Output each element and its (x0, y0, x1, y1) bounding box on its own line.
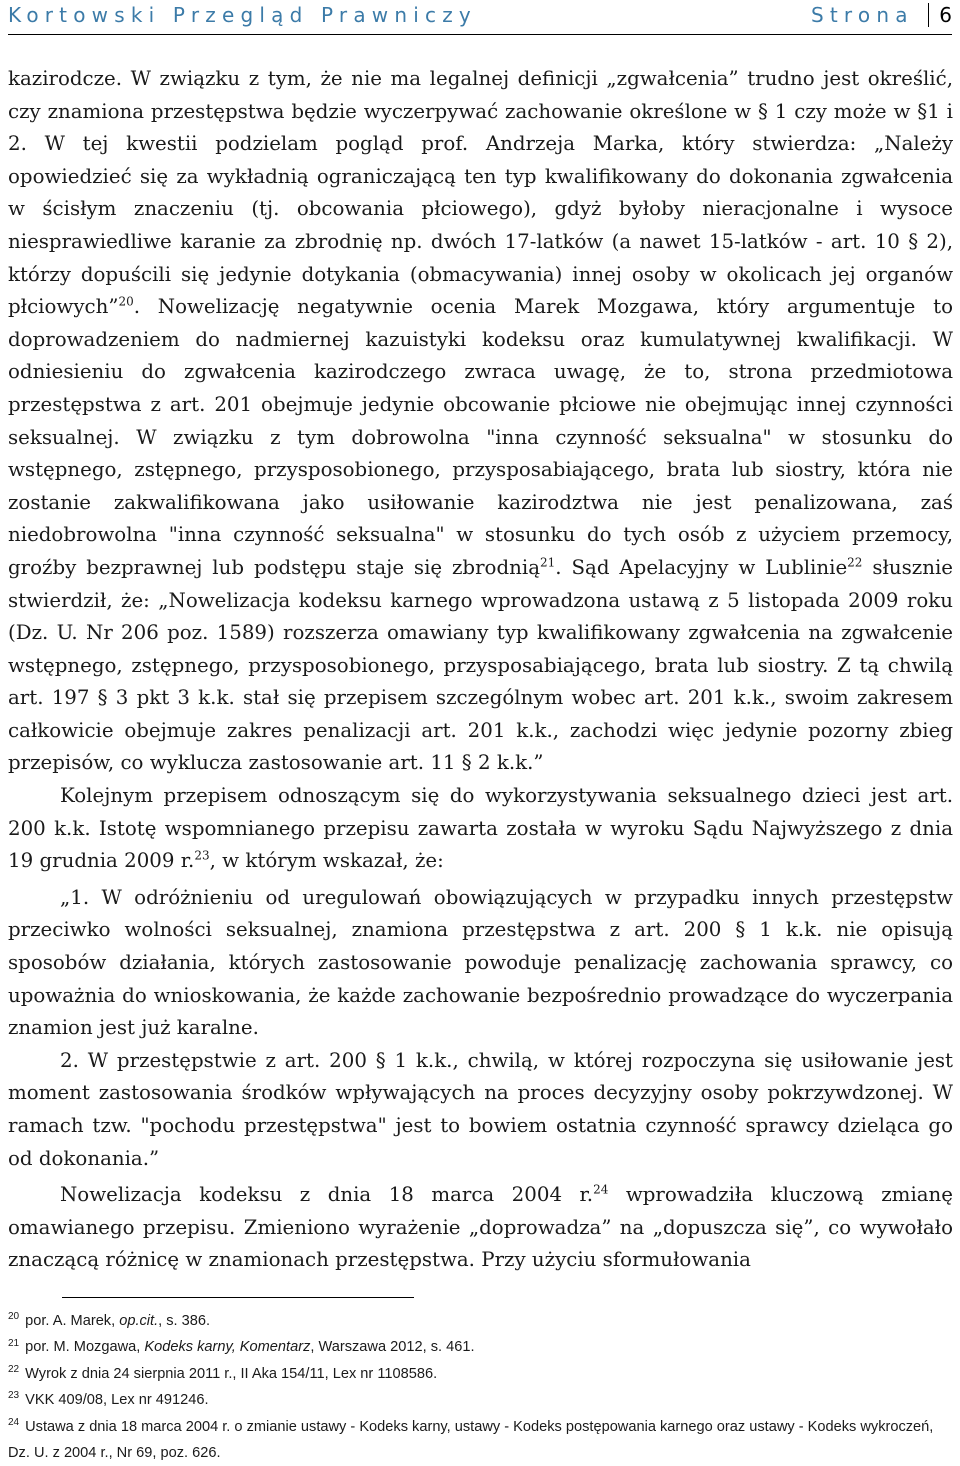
footnotes (8, 1308, 953, 1466)
page-indicator (811, 3, 952, 27)
footnote-italic: Kodeks karny, Komentarz (144, 1339, 311, 1356)
text-run: . Nowelizację negatywnie ocenia Marek Mozgawa, który argumentuje to doprowadzeniem do nadmiernej kazuistyki kodeksu oraz kumulatywnej kwalifikacji. W odniesieniu do zgwałcenia kazirodczego zwraca uwagę, że to, strona przedmiotowa przestępstwa z art. 201 obejmuje jedynie obcowanie płciowe nie obejmując innej czynności seksualnej. W związku z tym dobrowolna "inna czynność seksualna" w stosunku do wstępnego, zstępnego, przysposobionego, przysposabiającego, brata lub siostry, która nie zostanie zakwalifikowana jako usiłowanie kazirodztwa nie jest penalizowana, zaś niedobrowolna "inna czynność seksualna" w stosunku do tych osób z użyciem przemocy, groźby bezprawnej lub podstępu staje się zbrodnią (8, 295, 953, 579)
footnote-text: Wyrok z dnia 24 sierpnia 2011 r., II Aka 154/11, Lex nr 1108586. (25, 1365, 438, 1382)
text-run: . Sąd Apelacyjny w Lublinie (555, 555, 848, 579)
footnote-text: por. A. Marek, (25, 1313, 120, 1329)
paragraph-1 (8, 63, 953, 780)
article-body (8, 63, 953, 1277)
paragraph-2 (8, 780, 953, 878)
footnote-20 (8, 1308, 953, 1334)
footnote-text: Ustawa z dnia 18 marca 2004 r. o zmianie ustawy - Kodeks karny, ustawy - Kodeks postępowania karnego oraz ustawy - Kodeks wykroczeń, Dz. U. z 2004 r., Nr 69, poz. 626. (8, 1418, 934, 1462)
footnote-text: por. M. Mozgawa, (25, 1339, 145, 1356)
footnote-number: 20 (8, 1311, 20, 1323)
footnote-22 (8, 1361, 953, 1387)
footnote-text: VKK 409/08, Lex nr 491246. (25, 1392, 209, 1409)
text-run: kazirodcze. W związku z tym, że nie ma legalnej definicji „zgwałcenia” trudno jest określić, czy znamiona przestępstwa będzie wyczerpywać zachowanie określone w § 1 czy może w §1 i 2. W tej kwestii podzielam pogląd prof. Andrzeja Marka, który stwierdza: „Należy opowiedzieć się za wykładnią ograniczającą ten typ kwalifikowany do dokonania zgwałcenia w ścisłym znaczeniu (tj. obcowania płciowego), gdyż byłoby nieracjonalne i wysoce niesprawiedliwe karanie za zbrodnię np. dwóch 17-latków (a nawet 15-latków - art. 10 § 2), którzy dopuścili się jedynie dotykania (obmacywania) innej osoby w okolicach jej organów płciowych” (8, 67, 953, 319)
footnote-ref-23[interactable]: 23 (194, 848, 210, 863)
footnote-number: 21 (8, 1337, 20, 1349)
quote-point-2: 2. W przestępstwie z art. 200 § 1 k.k., chwilą, w której rozpoczyna się usiłowanie jest moment zastosowania środków wpływających na proces decyzyjny osoby pokrzywdzonej. W ramach tzw. "pochodu przestępstwa" jest to bowiem ostatnia czynność sprawcy dzieląca go od dokonania.” (8, 1048, 953, 1170)
footnote-24 (8, 1414, 953, 1466)
footnote-italic: op.cit. (119, 1313, 159, 1329)
footnote-text: , Warszawa 2012, s. 461. (310, 1339, 475, 1356)
footnote-23 (8, 1387, 953, 1413)
footnote-ref-21[interactable]: 21 (540, 555, 556, 570)
text-run: wprowadziła kluczową zmianę omawianego przepisu. Zmieniono wyrażenie „doprowadza” na „dopuszcza się”, co wywołało znaczącą różnicę w znamionach przestępstwa. Przy użyciu sformułowania (8, 1183, 954, 1272)
page-header (8, 0, 952, 35)
text-run: słusznie stwierdził, że: „Nowelizacja kodeksu karnego wprowadzona ustawą z 5 listopada 2009 roku (Dz. U. Nr 206 poz. 1589) rozszerza omawiany typ kwalifikowany zgwałcenia na zgwałcenie wstępnego, zstępnego, przysposobionego, przysposabiającego, brata lub siostry. Z tą chwilą art. 197 § 3 pkt 3 k.k. stał się przepisem szczególnym wobec art. 201 k.k., swoim zakresem całkowicie obejmuje zakres penalizacji art. 201 k.k., zachodzi więc jedynie pozorny zbieg przepisów, co wyklucza zastosowanie art. 11 § 2 k.k.” (8, 555, 954, 775)
page-number: 6 (928, 3, 952, 27)
paragraph-3 (8, 1179, 953, 1277)
footnote-number: 22 (8, 1363, 20, 1375)
footnote-text: , s. 386. (158, 1313, 211, 1329)
quote-point-1: „1. W odróżnieniu od uregulowań obowiązujących w przypadku innych przestępstw przeciwko wolności seksualnej, znamiona przestępstwa z art. 200 § 1 k.k. nie opisują sposobów działania, których zastosowanie powoduje penalizację zachowania sprawcy, co upoważnia do wnioskowania, że każde zachowanie bezpośrednio prowadzące do wyczerpania znamion jest już karalne. (8, 885, 953, 1040)
footnote-ref-22[interactable]: 22 (847, 555, 863, 570)
journal-title: Kortowski Przegląd Prawniczy (8, 3, 477, 27)
footnote-ref-24[interactable]: 24 (593, 1182, 609, 1197)
footnote-number: 23 (8, 1390, 20, 1402)
footnote-ref-20[interactable]: 20 (118, 294, 134, 309)
footnote-number: 24 (8, 1416, 20, 1428)
footnote-separator (62, 1297, 414, 1298)
text-run: Kolejnym przepisem odnoszącym się do wykorzystywania seksualnego dzieci jest art. 200 k.k. Istotę wspomnianego przepisu zawarta została w wyroku Sądu Najwyższego z dnia 19 grudnia 2009 r. (8, 784, 953, 873)
footnote-21 (8, 1334, 953, 1360)
page-label: Strona (811, 3, 914, 27)
text-run: , w którym wskazał, że: (209, 849, 444, 873)
text-run: Nowelizacja kodeksu z dnia 18 marca 2004 r. (60, 1183, 594, 1207)
